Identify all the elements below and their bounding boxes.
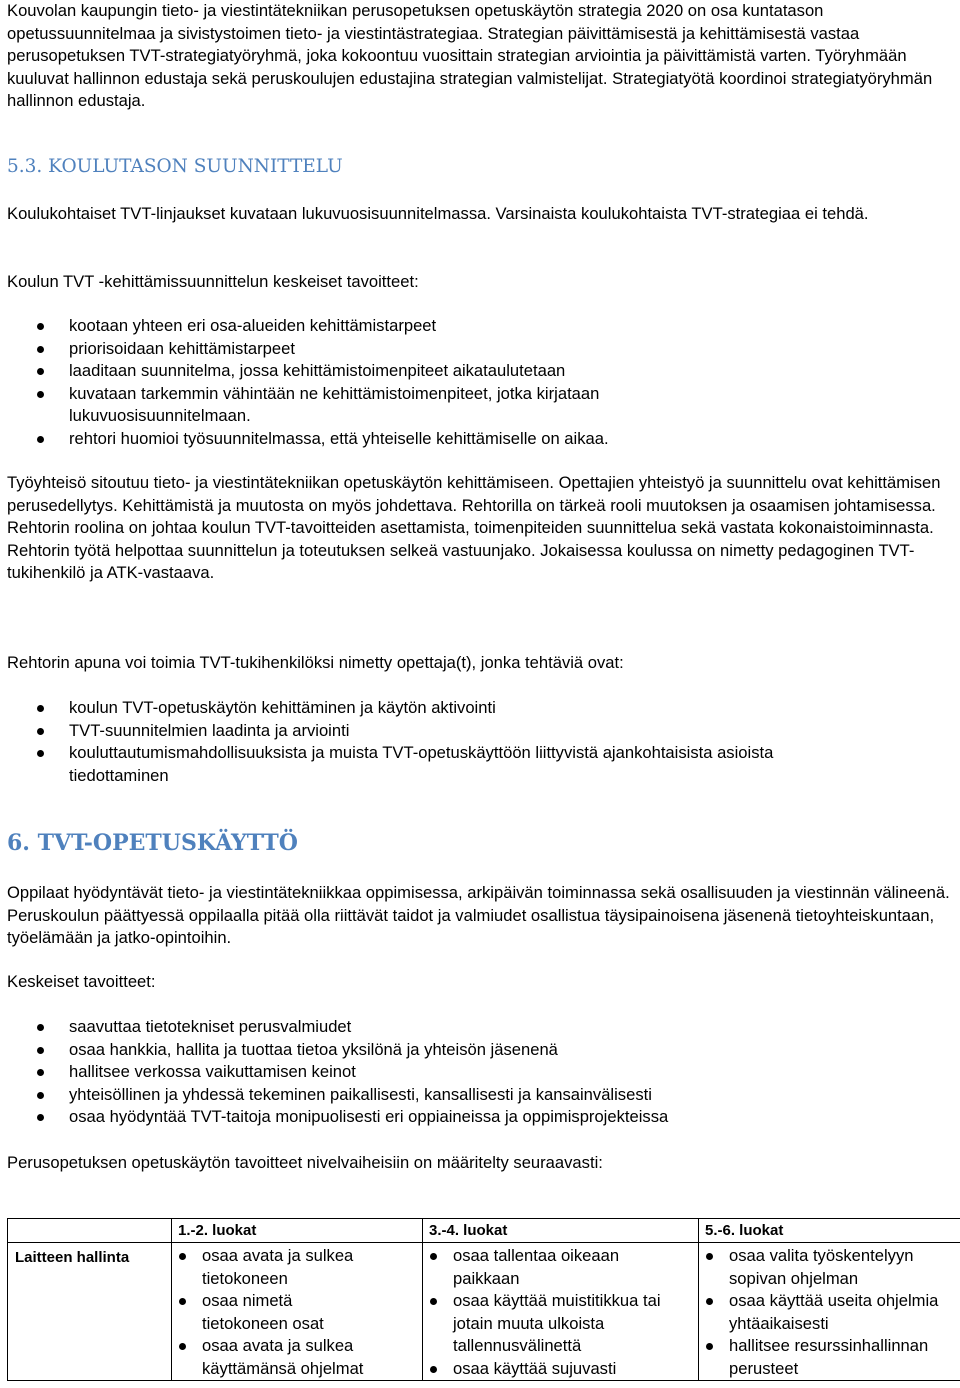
table-header-cell <box>8 1219 172 1243</box>
section-5-3-heading: 5.3. KOULUTASON SUUNNITTELU <box>7 156 343 177</box>
section-5-3-goals-list <box>0 315 950 451</box>
section-6-heading: 6. TVT-OPETUSKÄYTTÖ <box>7 830 298 856</box>
list-item: osaa tallentaa oikeaan paikkaan <box>423 1245 653 1290</box>
list-item: kuvataan tarkemmin vähintään ne kehittämistoimenpiteet, jotka kirjataan lukuvuosisuunnitelmaan. <box>0 383 709 428</box>
table-cell <box>423 1243 699 1381</box>
list-item: yhteisöllinen ja yhdessä tekeminen paikallisesti, kansallisesti ja kansainvälisesti <box>0 1084 950 1107</box>
table-header-cell: 3.-4. luokat <box>423 1219 699 1243</box>
list-item <box>699 1245 960 1290</box>
list-item: hallitsee verkossa vaikuttamisen keinot <box>0 1061 950 1084</box>
section-5-3-tasks-list <box>0 697 950 787</box>
levels-table <box>7 1218 960 1381</box>
intro-paragraph: Kouvolan kaupungin tieto- ja viestintätekniikan perusopetuksen opetuskäytön strategia 2020 on osa kuntatason opetussuunnitelmaa ja sivistystoimen tieto- ja viestintästrategiaa. Strategian päivittämisestä ja kehittämisestä vastaa perusopetuksen TVT-strategiatyöryhmä, joka kokoontuu vuosittain strategian arviointia ja päivittämistä varten. Työryhmään kuuluvat hallinnon edustaja sekä peruskoulujen edustajina strategian valmistelijat. Strategiatyötä koordinoi strategiatyöryhmän hallinnon edustaja. <box>7 1 933 111</box>
table-row <box>8 1243 960 1381</box>
list-item: laaditaan suunnitelma, jossa kehittämistoimenpiteet aikataulutetaan <box>0 360 950 383</box>
table-cell <box>699 1243 960 1381</box>
list-item-text: osaa valita työskentelyyn sopivan ohjelman <box>729 1246 914 1288</box>
list-item: TVT-suunnitelmien laadinta ja arviointi <box>0 720 950 743</box>
table-header-cell: 1.-2. luokat <box>172 1219 423 1243</box>
section-6-table-intro: Perusopetuksen opetuskäytön tavoitteet nivelvaiheisiin on määritelty seuraavasti: <box>7 1153 603 1172</box>
list-item: saavuttaa tietotekniset perusvalmiudet <box>0 1016 950 1039</box>
list-item: osaa käyttää sujuvasti <box>423 1358 675 1381</box>
section-5-3-tasks-intro: Rehtorin apuna voi toimia TVT-tukihenkilöksi nimetty opettaja(t), jonka tehtäviä ovat: <box>7 653 624 672</box>
list-item: osaa hyödyntää TVT-taitoja monipuolisesti eri oppiaineissa ja oppimisprojekteissa <box>0 1106 950 1129</box>
list-item: osaa avata ja sulkea käyttämänsä ohjelmat <box>172 1335 392 1380</box>
section-5-3-paragraph-1: Koulukohtaiset TVT-linjaukset kuvataan lukuvuosisuunnitelmassa. Varsinaista koulukohtaista TVT-strategiaa ei tehdä. <box>7 204 869 223</box>
table-header-row <box>8 1219 960 1243</box>
table-cell <box>172 1243 423 1381</box>
list-item: osaa avata ja sulkea tietokoneen <box>172 1245 392 1290</box>
table-row-label: Laitteen hallinta <box>8 1243 172 1381</box>
table-header-cell: 5.-6. luokat <box>699 1219 960 1243</box>
list-item <box>699 1335 960 1380</box>
section-6-paragraph-1: Oppilaat hyödyntävät tieto- ja viestintätekniikkaa oppimisessa, arkipäivän toiminnassa sekä osallisuuden ja viestinnän välineenä. Peruskoulun päättyessä oppilaalla pitää olla riittävät taidot ja valmiudet osallistua täysipainoisena jäsenenä tietoyhteiskuntaan, työelämään ja jatko-opintoihin. <box>7 883 950 948</box>
list-item-text: hallitsee resurssinhallinnan perusteet <box>729 1336 929 1378</box>
list-item: priorisoidaan kehittämistarpeet <box>0 338 950 361</box>
list-item: koulun TVT-opetuskäytön kehittäminen ja käytön aktivointi <box>0 697 950 720</box>
list-item: osaa käyttää muistitikkua tai jotain muuta ulkoista tallennusvälinettä <box>423 1290 675 1358</box>
list-item-text: osaa käyttää useita ohjelmia yhtäaikaisesti <box>729 1291 939 1333</box>
list-item: osaa hankkia, hallita ja tuottaa tietoa yksilönä ja yhteisön jäsenenä <box>0 1039 950 1062</box>
list-item: rehtori huomioi työsuunnitelmassa, että yhteiselle kehittämiselle on aikaa. <box>0 428 950 451</box>
section-6-goals-intro: Keskeiset tavoitteet: <box>7 972 156 991</box>
section-5-3-goals-intro: Koulun TVT -kehittämissuunnittelun keskeiset tavoitteet: <box>7 272 419 291</box>
list-item: kouluttautumismahdollisuuksista ja muista TVT-opetuskäyttöön liittyvistä ajankohtaisista asioista tiedottaminen <box>0 742 849 787</box>
list-item <box>699 1290 960 1335</box>
section-5-3-paragraph-2: Työyhteisö sitoutuu tieto- ja viestintätekniikan opetuskäytön kehittämiseen. Opettajien yhteistyö ja suunnittelu ovat kehittämisen perusedellytys. Kehittämistä ja muutosta on myös johdettava. Rehtorilla on tärkeä rooli muutoksen ja osaamisen johtamisessa. Rehtorin roolina on johtaa koulun TVT-tavoitteiden asettamista, toimenpiteiden suunnittelua sekä vastata kokonaistoiminnasta. Rehtorin työtä helpottaa suunnittelun ja toteutuksen selkeä vastuunjako. Jokaisessa koulussa on nimetty pedagoginen TVT-tukihenkilö ja ATK-vastaava. <box>7 473 941 583</box>
list-item: osaa nimetä tietokoneen osat <box>172 1290 372 1335</box>
section-6-goals-list <box>0 1016 950 1129</box>
list-item: kootaan yhteen eri osa-alueiden kehittämistarpeet <box>0 315 950 338</box>
